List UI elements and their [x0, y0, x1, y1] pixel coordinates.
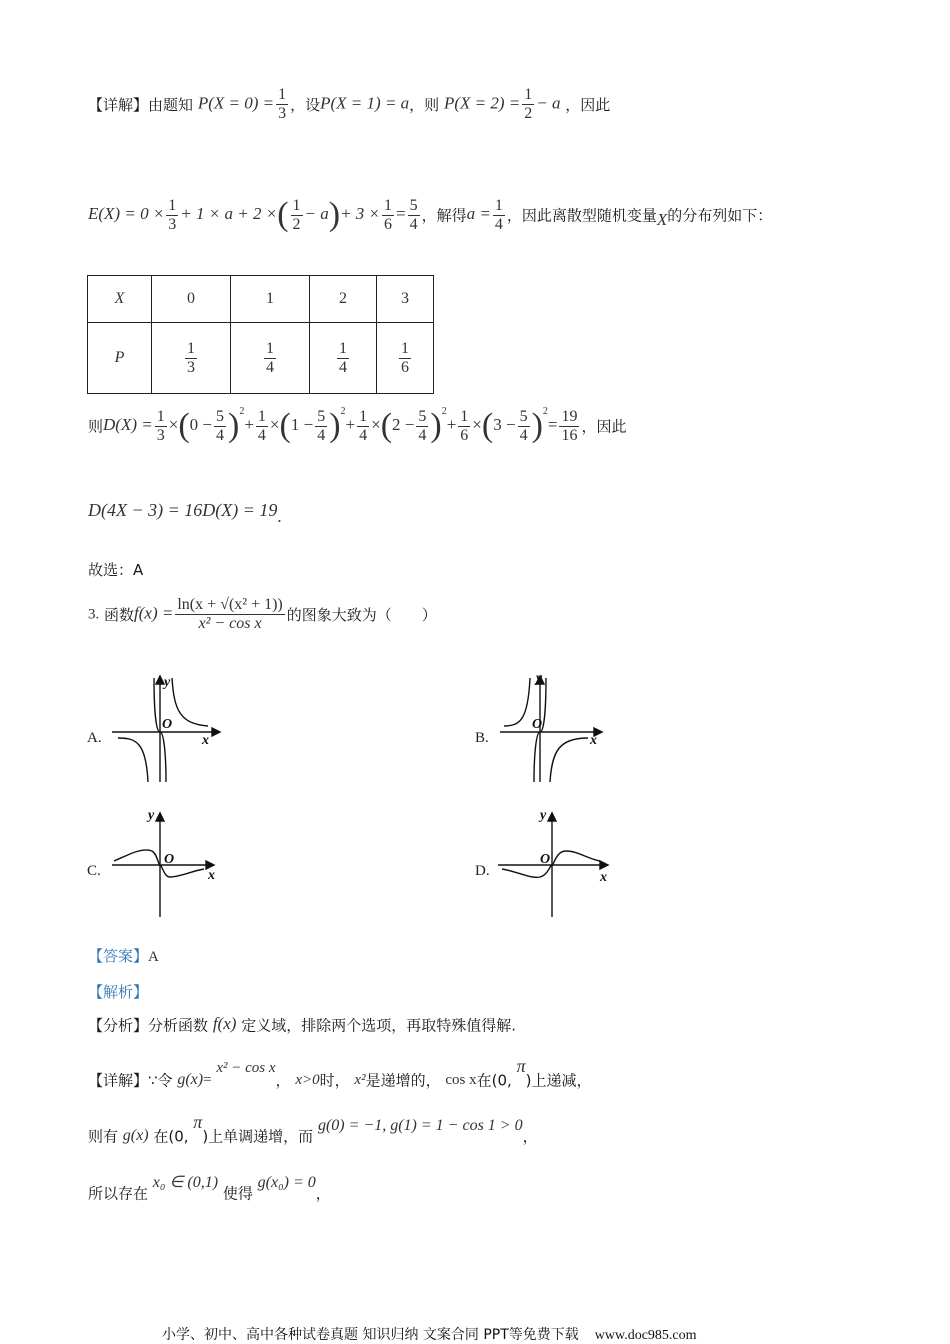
graph-b[interactable]	[496, 670, 616, 785]
fenxi-label: 【分析】	[88, 1016, 149, 1035]
table-cell: 2	[310, 276, 377, 323]
table-cell: 0	[152, 276, 231, 323]
variance-prefix: 则	[88, 417, 104, 436]
frac	[416, 408, 428, 445]
frac-num: 5	[317, 407, 326, 425]
frac-den: 4	[359, 426, 368, 444]
pi-symbol: π	[516, 1056, 526, 1076]
analysis-label: 【解析】	[88, 983, 149, 1001]
detail-text: 所以存在	[88, 1184, 149, 1203]
detail-text: ，则	[409, 96, 440, 114]
equals: =	[203, 1072, 212, 1088]
curve	[502, 851, 600, 877]
frac-num: 1	[494, 196, 503, 214]
variance-suffix: ，因此	[581, 417, 627, 436]
detail2-line	[88, 1056, 591, 1091]
table-cell	[377, 323, 434, 394]
variance-lhs: D(X) =	[103, 415, 153, 434]
frac-den: 4	[257, 426, 266, 444]
frac	[155, 408, 167, 445]
frac-num: 5	[216, 407, 224, 425]
paren-open: (	[279, 407, 291, 444]
variance-base: 2 −	[392, 415, 415, 434]
curve-right-branch	[550, 738, 588, 782]
fx-label: f(x)	[212, 1014, 237, 1033]
plus: +	[446, 415, 457, 434]
frac-den: 6	[460, 426, 469, 444]
x-label: x	[600, 870, 607, 885]
frac-num: 1	[460, 407, 469, 425]
paren-open: (	[481, 407, 494, 444]
frac	[185, 340, 197, 377]
analysis-line	[88, 981, 148, 1002]
paren-close: )	[228, 407, 240, 444]
paren-open: (	[178, 407, 190, 444]
detail-text: 由题知	[148, 96, 194, 114]
answer-line	[88, 945, 159, 966]
frac-den: 6	[384, 215, 393, 233]
y-arrow-icon	[156, 676, 164, 684]
table-cell: X	[88, 276, 152, 323]
variance-base: 3 −	[493, 415, 516, 434]
frac-one-half	[522, 86, 534, 123]
paren-close: )	[329, 407, 341, 444]
frac-num: 1	[384, 196, 393, 214]
question-fraction	[175, 596, 284, 633]
g-increase-line	[88, 1112, 538, 1147]
frac-den: 3	[278, 105, 287, 122]
exponent: 2	[239, 406, 245, 417]
frac-den: 2	[524, 105, 533, 122]
equals: =	[547, 415, 558, 434]
frac-num: 1	[266, 339, 274, 357]
expectation-term: + 3 ×	[340, 204, 381, 223]
graph-a[interactable]	[108, 670, 228, 785]
frac-num: 5	[519, 407, 528, 425]
px1-expr: P(X = 1) = a	[320, 93, 410, 113]
g-x0-zero: g(x₀) = 0	[257, 1174, 316, 1191]
frac	[166, 197, 178, 234]
detail-text: 是递增的，	[365, 1071, 441, 1090]
distribution-table	[87, 275, 434, 394]
frac-den: 3	[168, 215, 177, 233]
y-label: y	[148, 808, 155, 823]
detail-text: ∵令	[148, 1071, 173, 1090]
var-x: X	[656, 210, 668, 229]
x-squared: x²	[354, 1072, 366, 1088]
pi-symbol: π	[193, 1112, 203, 1132]
y-label: y	[536, 671, 543, 686]
exponent: 2	[340, 406, 346, 417]
x0-line	[88, 1172, 331, 1204]
paren-open: (	[380, 407, 393, 444]
frac	[357, 408, 369, 445]
detail-label: 【详解】	[88, 96, 149, 114]
cosx: cos x	[445, 1072, 477, 1088]
frac-den: 4	[418, 426, 427, 444]
frac-den: 4	[216, 426, 224, 444]
frac	[291, 197, 303, 234]
px0-expr: P(X = 0) =	[197, 93, 275, 113]
x-arrow-icon	[212, 728, 220, 736]
option-b-label[interactable]: B.	[475, 730, 489, 746]
frac-num: 1	[278, 86, 287, 103]
variance-base: 1 −	[290, 415, 314, 434]
a-equals: a =	[466, 204, 491, 223]
detail-label: 【详解】	[88, 1071, 149, 1090]
frac-den: 2	[292, 215, 301, 233]
plus: +	[345, 415, 356, 434]
frac-den: x² − cos x	[198, 615, 262, 632]
times: ×	[168, 415, 179, 434]
frac	[458, 408, 470, 445]
table-row	[88, 276, 434, 323]
paren-open: (	[277, 196, 289, 233]
frac-den: 4	[409, 215, 418, 233]
choice-text: 故选：A	[88, 561, 144, 579]
frac-num: 1	[339, 339, 347, 357]
graph-c[interactable]	[108, 803, 228, 921]
frac	[408, 197, 420, 234]
frac-den: 4	[266, 358, 274, 376]
frac-den: 3	[187, 358, 195, 376]
question-number: 3.	[88, 606, 100, 623]
frac-num: 1	[401, 339, 409, 357]
y-label: y	[164, 675, 171, 690]
equals: =	[396, 204, 406, 223]
detail-text: ，	[275, 1071, 291, 1090]
choice-line	[88, 559, 143, 580]
frac-den: 4	[494, 215, 503, 233]
frac	[382, 197, 394, 234]
frac-one-third	[276, 86, 288, 123]
detail-text: ，设	[290, 96, 321, 114]
answer-label: 【答案】	[88, 947, 149, 965]
footer-text: 小学、初中、高中各种试卷真题 知识归纳 文案合同 PPT等免费下载	[162, 1327, 579, 1343]
frac-num: 1	[187, 339, 195, 357]
detail1-line	[88, 86, 610, 123]
variance-base: 0 −	[189, 415, 212, 434]
origin-label: O	[162, 717, 173, 732]
px2-expr: P(X = 2) =	[443, 93, 521, 113]
frac-num: 1	[257, 407, 266, 425]
paren-close: )	[328, 196, 341, 233]
expectation-text: ，解得	[421, 206, 467, 225]
curve-left-branch	[118, 738, 148, 782]
gx-label: g(x)	[122, 1127, 149, 1144]
curve	[114, 850, 204, 877]
table-cell: 1	[231, 276, 310, 323]
exponent: 2	[542, 406, 548, 417]
table-row	[88, 323, 434, 394]
detail-text: ，	[315, 1184, 331, 1203]
frac-num: 19	[561, 407, 578, 425]
frac-den: 4	[519, 426, 528, 444]
frac	[493, 197, 505, 234]
expectation-lhs: E(X) = 0 ×	[88, 204, 165, 223]
detail-text: 在(0,	[476, 1071, 512, 1090]
expectation-text: 的分布列如下：	[667, 206, 773, 225]
table-cell: P	[88, 323, 152, 394]
paren-close: )	[531, 407, 543, 444]
frac-num: 5	[418, 407, 427, 425]
question3-line	[88, 596, 437, 633]
detail-text: )上递减，	[525, 1071, 592, 1090]
y-arrow-icon	[156, 813, 164, 821]
frac	[315, 408, 327, 445]
frac-den: 3	[156, 426, 165, 444]
curve-right-branch	[172, 678, 208, 726]
detail-text: ，因此	[565, 96, 611, 114]
option-c-label[interactable]: C.	[87, 863, 101, 879]
times: ×	[371, 415, 381, 434]
fenxi-text: 定义域，排除两个选项，再取特殊值得解.	[241, 1016, 516, 1035]
table-cell	[152, 323, 231, 394]
expectation-line	[88, 196, 772, 234]
px2-tail: − a	[536, 93, 561, 113]
question-text: 函数	[104, 606, 135, 624]
footer-banner	[162, 1324, 697, 1344]
frac	[264, 340, 276, 377]
frac	[214, 408, 226, 445]
table-cell: 3	[377, 276, 434, 323]
detail-text: 在(0,	[153, 1127, 189, 1146]
expectation-term: + 1 × a + 2 ×	[180, 204, 278, 223]
fenxi-text: 分析函数	[148, 1016, 209, 1035]
gx-label: g(x)	[177, 1071, 204, 1088]
detail-text: 则有	[88, 1127, 119, 1146]
variance-line	[88, 406, 627, 445]
detail-text: )上单调递增，而	[202, 1127, 314, 1146]
frac-num: 1	[524, 86, 533, 103]
frac	[518, 408, 530, 445]
exponent: 2	[441, 406, 447, 417]
x-label: x	[208, 868, 215, 883]
x-arrow-icon	[600, 861, 608, 869]
period: .	[277, 507, 282, 526]
d4x-expr: D(4X − 3) = 16D(X) = 19	[88, 500, 278, 520]
table-cell	[310, 323, 377, 394]
g-values-expr: g(0) = −1, g(1) = 1 − cos 1 > 0	[317, 1117, 523, 1134]
origin-label: O	[532, 717, 543, 732]
plus: +	[244, 415, 254, 434]
detail-text: ，	[522, 1127, 538, 1146]
expectation-text: ，因此离散型随机变量	[506, 206, 657, 225]
frac	[559, 408, 579, 445]
times: ×	[472, 415, 482, 434]
detail-text: 时，	[319, 1071, 350, 1090]
frac	[399, 340, 411, 377]
curve-left-branch	[504, 678, 530, 726]
x-condition: x>0	[295, 1072, 320, 1088]
frac	[256, 408, 268, 445]
question-text: 的图象大致为（ ）	[286, 606, 437, 624]
frac-num: 1	[168, 196, 177, 214]
y-arrow-icon	[548, 813, 556, 821]
origin-label: O	[540, 852, 551, 867]
fenxi-line	[88, 1014, 516, 1036]
frac-den: 16	[561, 426, 578, 444]
x-label: x	[202, 733, 209, 748]
frac-num: 1	[156, 407, 165, 425]
x0-interval: x₀ ∈ (0,1)	[152, 1174, 219, 1191]
times: ×	[269, 415, 280, 434]
answer-value: A	[148, 949, 159, 965]
footer-site-link[interactable]: www.doc985.com	[594, 1328, 697, 1343]
paren-close: )	[430, 407, 442, 444]
g-expression: x² − cos x	[216, 1060, 276, 1076]
origin-label: O	[164, 852, 175, 867]
frac-den: 4	[339, 358, 347, 376]
graph-d[interactable]	[496, 803, 616, 921]
frac-num: 1	[359, 407, 368, 425]
option-d-label[interactable]: D.	[475, 863, 490, 879]
frac	[337, 340, 349, 377]
fx-label: f(x) =	[134, 603, 174, 623]
option-a-label[interactable]: A.	[87, 730, 102, 746]
y-label: y	[540, 808, 547, 823]
frac-num: 5	[409, 196, 418, 214]
d4x-line	[88, 500, 282, 527]
frac-num: 1	[292, 196, 301, 214]
detail-text: 使得	[222, 1184, 253, 1203]
x-label: x	[590, 733, 597, 748]
expectation-term: − a	[304, 204, 329, 223]
frac-num: ln(x + √(x² + 1))	[177, 596, 283, 613]
table-cell	[231, 323, 310, 394]
frac-den: 4	[317, 426, 326, 444]
frac-den: 6	[401, 358, 409, 376]
